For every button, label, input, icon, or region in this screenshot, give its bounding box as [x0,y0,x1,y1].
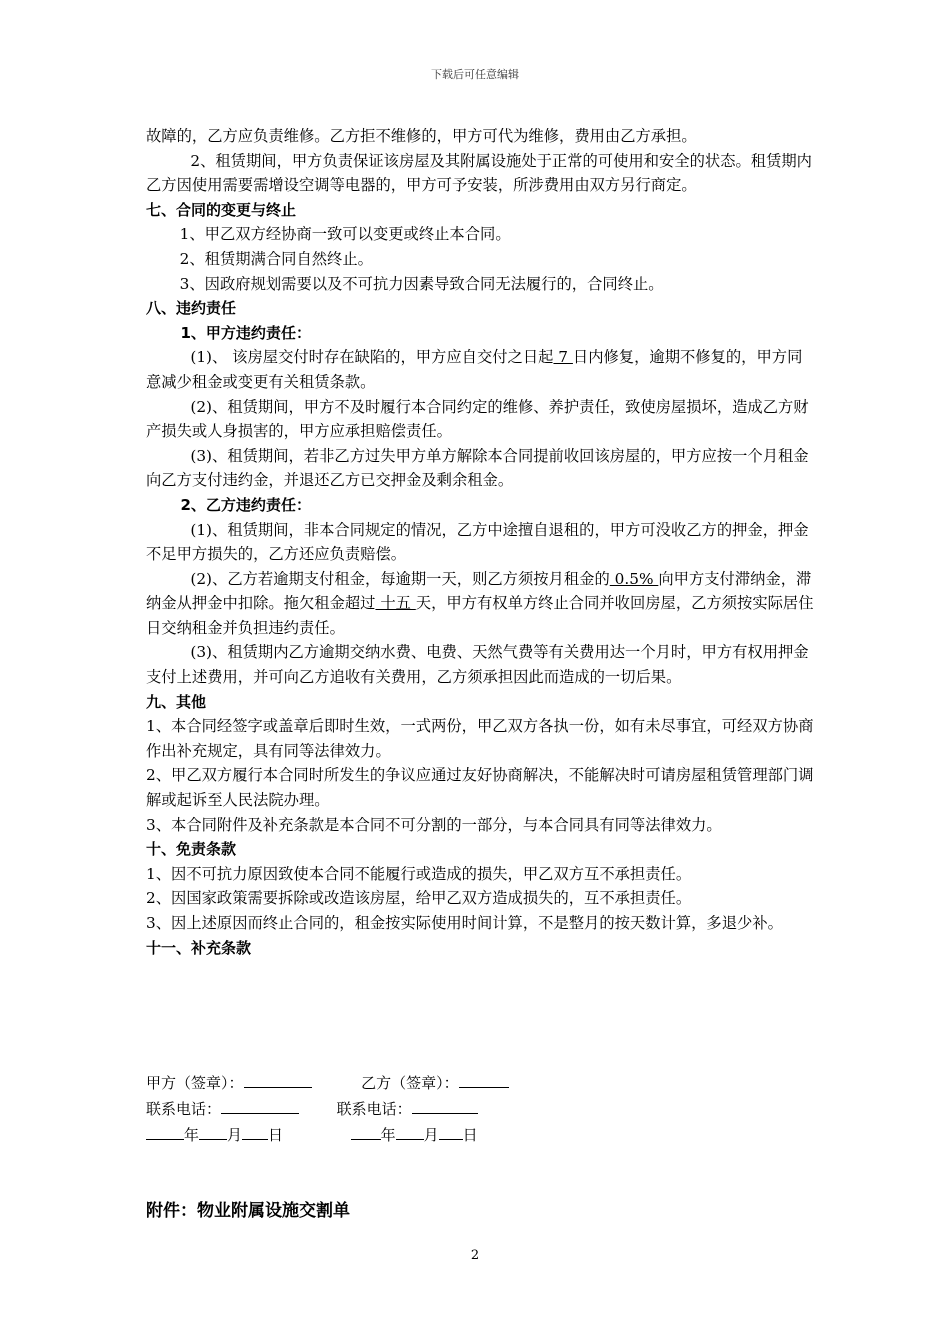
month-blank [199,1124,227,1140]
signature-row [146,1072,509,1093]
day-label: 日 [268,1126,284,1144]
underlined-value: 0.5% [609,569,659,588]
phone-a-label: 联系电话： [146,1100,222,1118]
party-a-label: 甲方（签章）： [146,1074,244,1092]
month-blank [396,1124,424,1140]
date-row [146,1124,478,1145]
subsection-heading: 2、乙方违约责任： [180,495,311,514]
day-blank [439,1124,463,1140]
phone-b-label: 联系电话： [336,1100,412,1118]
clause: 3、本合同附件及补充条款是本合同不可分割的一部分，与本合同具有同等法律效力。 [146,815,722,834]
phone-row [146,1098,478,1119]
year-label: 年 [380,1126,396,1144]
clause: (3)、租赁期间，若非乙方过失甲方单方解除本合同提前收回该房屋的，甲方应按一个月租金向乙方支付违约金，并退还乙方已交押金及剩余租金。 [146,446,809,490]
section-heading: 十一、补充条款 [146,938,252,957]
section-heading: 九、其他 [146,692,207,711]
underlined-value: 7 [553,348,573,367]
paragraph: 故障的，乙方应负责维修。乙方拒不维修的，甲方可代为维修，费用由乙方承担。 [146,127,697,145]
year-blank [351,1124,381,1140]
contract-body [146,124,814,960]
clause-text: (1)、 该房屋交付时存在缺陷的，甲方应自交付之日起 [190,348,554,367]
clause-text: 天，甲方有权单方终止合同并收回房屋，乙方须按实际居住日交纳租金并负担违约责任。 [146,594,814,637]
underlined-value: 十五 [375,594,416,613]
page-number: 2 [470,1248,480,1263]
clause-text: 向甲方支付滞纳金，滞纳金从押金中扣除。拖欠租金超过 [146,569,812,613]
section-heading: 十、免责条款 [146,840,237,859]
party-a-blank [244,1072,312,1088]
clause: 3、因上述原因而终止合同的，租金按实际使用时间计算，不是整月的按天数计算，多退少补。 [146,914,783,932]
clause [146,567,814,641]
clause: (3)、租赁期内乙方逾期交纳水费、电费、天然气费等有关费用达一个月时，甲方有权用押金支付上述费用，并可向乙方追收有关费用，乙方须承担因此而造成的一切后果。 [146,643,809,687]
year-label: 年 [184,1126,200,1144]
party-b-blank [459,1072,509,1088]
clause: 2、甲乙双方履行本合同时所发生的争议应通过友好协商解决，不能解决时可请房屋租赁管理部门调解或起诉至人民法院办理。 [146,766,814,810]
section-heading: 七、合同的变更与终止 [146,200,297,219]
clause: 2、因国家政策需要拆除或改造该房屋，给甲乙双方造成损失的，互不承担责任。 [146,889,692,908]
month-label: 月 [423,1126,439,1144]
clause-text: (2)、乙方若逾期支付租金，每逾期一天，则乙方须按月租金的 [190,569,610,588]
party-b-label: 乙方（签章）： [361,1074,459,1092]
clause: 2、租赁期满合同自然终止。 [179,249,373,268]
subsection-heading: 1、甲方违约责任： [180,323,311,342]
clause: (1)、租赁期间，非本合同规定的情况，乙方中途擅自退租的，甲方可没收乙方的押金，押金不足甲方损失的，乙方还应负责赔偿。 [146,520,809,564]
clause: 1、本合同经签字或盖章后即时生效，一式两份，甲乙双方各执一份，如有未尽事宜，可经双方协商作出补充规定，具有同等法律效力。 [146,717,814,760]
clause: 1、甲乙双方经协商一致可以变更或终止本合同。 [179,225,511,244]
day-blank [242,1124,268,1140]
clause [146,345,814,394]
clause: 3、因政府规划需要以及不可抗力因素导致合同无法履行的，合同终止。 [179,274,664,293]
page-header: 下载后可任意编辑 [431,68,519,81]
phone-a-blank [221,1098,299,1114]
day-label: 日 [462,1126,478,1144]
paragraph: 2、租赁期间，甲方负责保证该房屋及其附属设施处于正常的可使用和安全的状态。租赁期内乙方因使用需要需增设空调等电器的，甲方可予安装，所涉费用由双方另行商定。 [146,151,812,195]
clause: (2)、租赁期间，甲方不及时履行本合同约定的维修、养护责任，致使房屋损坏，造成乙方财产损失或人身损害的，甲方应承担赔偿责任。 [146,397,809,441]
month-label: 月 [227,1126,243,1144]
clause: 1、因不可抗力原因致使本合同不能履行或造成的损失，甲乙双方互不承担责任。 [146,864,692,883]
year-blank [146,1124,184,1140]
clause-text: 日内修复，逾期不修复的，甲方同意减少租金或变更有关租赁条款。 [146,348,803,391]
phone-b-blank [412,1098,478,1114]
annex-title: 附件：物业附属设施交割单 [146,1201,350,1221]
section-heading: 八、违约责任 [146,299,237,318]
